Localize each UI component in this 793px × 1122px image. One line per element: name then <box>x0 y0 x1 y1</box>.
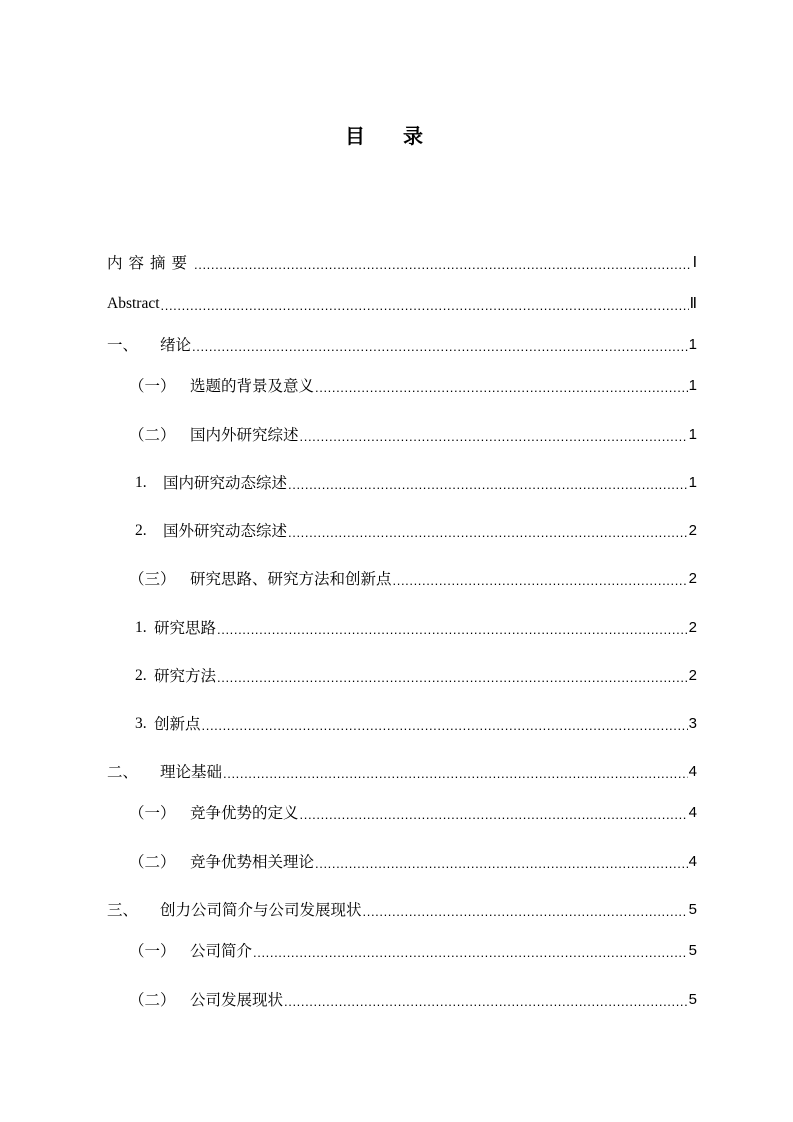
toc-entry-section-3-2[interactable] <box>129 989 697 1011</box>
toc-entry-subsection-1-2-2[interactable] <box>135 520 697 542</box>
toc-dot-leader <box>192 334 688 356</box>
toc-page-number: 2 <box>688 619 697 636</box>
toc-entry-label: 竞争优势相关理论 <box>190 853 315 871</box>
toc-dot-leader <box>288 472 688 494</box>
toc-dot-leader <box>217 617 688 639</box>
toc-page-number: 2 <box>688 667 697 684</box>
toc-dot-leader <box>223 761 688 783</box>
toc-entry-subsection-1-3-2[interactable] <box>135 665 697 687</box>
toc-dot-leader <box>288 520 688 542</box>
toc-entry-number: （一） <box>129 804 176 822</box>
toc-dot-leader <box>217 665 688 687</box>
toc-entry-chapter-3[interactable] <box>107 899 697 921</box>
toc-entry-label: Abstract <box>107 295 160 312</box>
toc-dot-leader <box>315 375 688 397</box>
toc-entry-number: 2. <box>135 522 147 539</box>
toc-page-number: 4 <box>688 853 697 870</box>
toc-entry-label: 国外研究动态综述 <box>163 522 288 540</box>
toc-entry-number: 1. <box>135 619 147 636</box>
toc-page-number: Ⅱ <box>689 295 697 312</box>
toc-entry-label: 绪论 <box>160 336 192 354</box>
toc-entry-label: 创力公司简介与公司发展现状 <box>160 901 362 919</box>
toc-entry-abstract-cn[interactable] <box>107 252 697 274</box>
toc-entry-label: 研究方法 <box>154 667 217 685</box>
toc-entry-label: 公司简介 <box>190 942 253 960</box>
toc-entry-section-2-1[interactable] <box>129 802 697 824</box>
toc-page-number: 3 <box>688 715 697 732</box>
toc-entry-label: 研究思路 <box>154 619 217 637</box>
toc-entry-section-1-1[interactable] <box>129 375 697 397</box>
toc-page-number: 1 <box>688 377 697 394</box>
toc-entry-label: 理论基础 <box>160 763 223 781</box>
toc-entry-number: （一） <box>129 377 176 395</box>
toc-page-number: 4 <box>688 763 697 780</box>
toc-entry-number: （一） <box>129 942 176 960</box>
toc-dot-leader <box>363 899 688 921</box>
toc-page-number: 1 <box>688 474 697 491</box>
toc-page-number: 2 <box>688 522 697 539</box>
toc-dot-leader <box>202 713 688 735</box>
toc-entry-chapter-1[interactable] <box>107 334 697 356</box>
toc-entry-number: （二） <box>129 991 176 1009</box>
toc-dot-leader <box>253 940 688 962</box>
toc-entry-number: 1. <box>135 474 147 491</box>
toc-entry-number: 一、 <box>107 336 139 354</box>
toc-entry-subsection-1-3-3[interactable] <box>135 713 697 735</box>
toc-entry-number: （二） <box>129 853 176 871</box>
toc-dot-leader <box>300 424 688 446</box>
toc-entry-label: 竞争优势的定义 <box>190 804 299 822</box>
toc-entry-section-3-1[interactable] <box>129 940 697 962</box>
toc-entry-number: 三、 <box>107 901 139 919</box>
toc-page-number: 1 <box>688 426 697 443</box>
toc-entry-section-1-2[interactable] <box>129 424 697 446</box>
toc-entry-abstract-en[interactable] <box>107 293 697 315</box>
toc-entry-label: 研究思路、研究方法和创新点 <box>190 570 392 588</box>
toc-entry-label: 公司发展现状 <box>190 991 284 1009</box>
toc-page-number: 1 <box>688 336 697 353</box>
toc-entry-label: 创新点 <box>154 715 201 733</box>
toc-page-number: Ⅰ <box>692 254 697 271</box>
toc-page-number: 5 <box>688 942 697 959</box>
toc-entry-number: 2. <box>135 667 147 684</box>
toc-dot-leader <box>194 252 692 274</box>
toc-dot-leader <box>161 293 689 315</box>
toc-entry-number: （三） <box>129 570 176 588</box>
toc-entry-subsection-1-3-1[interactable] <box>135 617 697 639</box>
toc-dot-leader <box>393 568 688 590</box>
toc-entry-label: 国内研究动态综述 <box>163 474 288 492</box>
toc-page-number: 5 <box>688 901 697 918</box>
toc-entry-chapter-2[interactable] <box>107 761 697 783</box>
toc-page-number: 2 <box>688 570 697 587</box>
toc-dot-leader <box>315 851 688 873</box>
toc-entry-subsection-1-2-1[interactable] <box>135 472 697 494</box>
toc-entry-section-2-2[interactable] <box>129 851 697 873</box>
toc-entry-section-1-3[interactable] <box>129 568 697 590</box>
toc-page-number: 5 <box>688 991 697 1008</box>
toc-entry-number: （二） <box>129 426 176 444</box>
toc-entry-number: 3. <box>135 715 147 732</box>
toc-page-number: 4 <box>688 804 697 821</box>
toc-entry-label: 选题的背景及意义 <box>190 377 315 395</box>
toc-dot-leader <box>300 802 688 824</box>
toc-entry-label: 内容摘要 <box>107 254 194 272</box>
toc-dot-leader <box>284 989 688 1011</box>
page-title: 目录 <box>345 124 461 148</box>
toc-entry-number: 二、 <box>107 763 139 781</box>
toc-entry-label: 国内外研究综述 <box>190 426 299 444</box>
